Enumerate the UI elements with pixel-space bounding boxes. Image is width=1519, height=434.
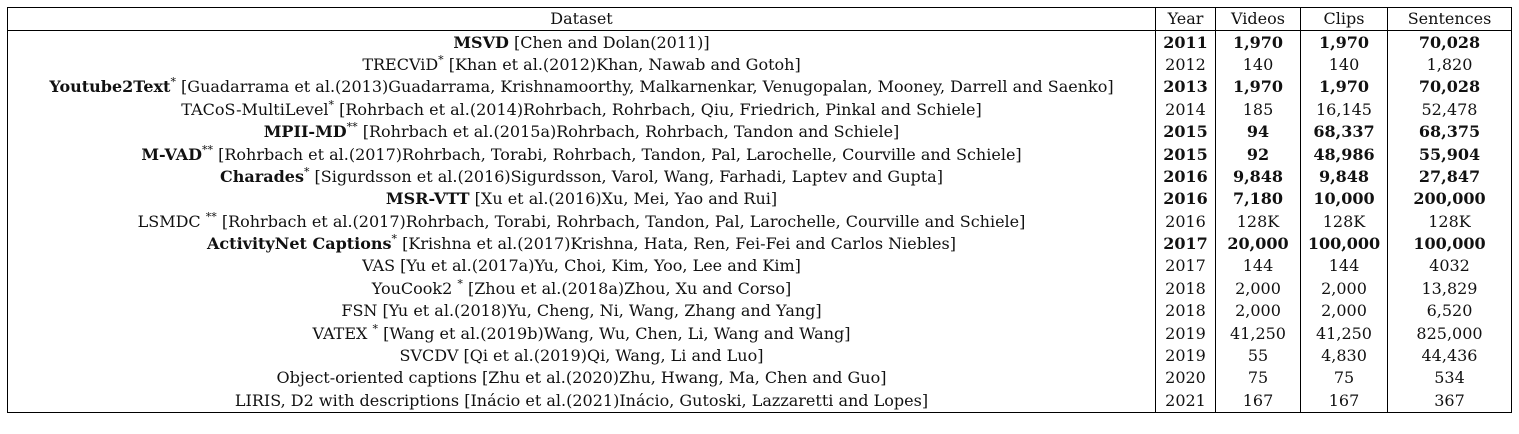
videos-cell: 167 [1216,390,1301,413]
dataset-reference: [Guadarrama et al.(2013)Guadarrama, Krishnamoorthy, Malkarnenkar, Venugopalan, Mooney, Darrell and Saenko] [175,77,1114,97]
videos-cell: 92 [1216,143,1301,165]
sentences-cell: 367 [1388,390,1512,413]
year-cell: 2019 [1156,322,1216,344]
header-videos: Videos [1216,8,1301,31]
year-cell: 2011 [1156,31,1216,54]
table-row [8,390,1512,413]
dataset-cell [8,300,1156,322]
videos-cell: 2,000 [1216,278,1301,300]
dataset-cell [8,278,1156,300]
sentences-cell: 27,847 [1388,166,1512,188]
header-clips: Clips [1301,8,1388,31]
dataset-cell [8,31,1156,54]
sentences-cell: 6,520 [1388,300,1512,322]
dataset-reference: [Chen and Dolan(2011)] [508,32,710,52]
videos-cell: 9,848 [1216,166,1301,188]
videos-cell: 75 [1216,367,1301,389]
dataset-name: SVCDV [399,346,459,366]
dataset-name: Object-oriented captions [276,368,477,388]
annotation-mark: * [372,322,378,336]
table-row [8,345,1512,367]
dataset-reference: [Yu et al.(2018)Yu, Cheng, Ni, Wang, Zhang and Yang] [377,301,822,321]
table-row [8,143,1512,165]
dataset-cell [8,188,1156,210]
videos-cell: 7,180 [1216,188,1301,210]
table-body [8,31,1512,413]
clips-cell: 2,000 [1301,278,1388,300]
dataset-reference: [Wang et al.(2019b)Wang, Wu, Chen, Li, Wang and Wang] [377,323,851,343]
table-row [8,367,1512,389]
dataset-cell [8,99,1156,121]
dataset-name: YouCook2 [371,278,458,298]
dataset-cell [8,143,1156,165]
clips-cell: 48,986 [1301,143,1388,165]
dataset-table [7,7,1512,413]
table-row [8,322,1512,344]
year-cell: 2013 [1156,76,1216,98]
dataset-cell [8,211,1156,233]
dataset-cell [8,54,1156,76]
videos-cell: 55 [1216,345,1301,367]
dataset-name: TACoS-MultiLevel [181,99,329,119]
dataset-reference: [Khan et al.(2012)Khan, Nawab and Gotoh] [443,54,801,74]
dataset-reference: [Xu et al.(2016)Xu, Mei, Yao and Rui] [469,189,778,209]
year-cell: 2016 [1156,166,1216,188]
videos-cell: 41,250 [1216,322,1301,344]
videos-cell: 94 [1216,121,1301,143]
year-cell: 2017 [1156,255,1216,277]
sentences-cell: 68,375 [1388,121,1512,143]
videos-cell: 144 [1216,255,1301,277]
dataset-name: MPII-MD [263,122,347,142]
table-row [8,255,1512,277]
table-row [8,99,1512,121]
sentences-cell: 52,478 [1388,99,1512,121]
dataset-name: MSVD [453,32,509,52]
annotation-mark: * [457,277,463,291]
header-row [8,8,1512,31]
dataset-cell [8,367,1156,389]
sentences-cell: 55,904 [1388,143,1512,165]
dataset-name: MSR-VTT [385,189,470,209]
sentences-cell: 825,000 [1388,322,1512,344]
annotation-mark: ** [346,120,358,134]
videos-cell: 20,000 [1216,233,1301,255]
clips-cell: 100,000 [1301,233,1388,255]
dataset-cell [8,345,1156,367]
header-year: Year [1156,8,1216,31]
table-row [8,188,1512,210]
clips-cell: 140 [1301,54,1388,76]
header-sentences: Sentences [1388,8,1512,31]
sentences-cell: 1,820 [1388,54,1512,76]
dataset-cell [8,233,1156,255]
dataset-name: VAS [362,256,396,276]
dataset-cell [8,322,1156,344]
sentences-cell: 100,000 [1388,233,1512,255]
table-row [8,76,1512,98]
annotation-mark: ** [202,143,213,157]
year-cell: 2019 [1156,345,1216,367]
year-cell: 2017 [1156,233,1216,255]
sentences-cell: 4032 [1388,255,1512,277]
dataset-table-container [7,7,1512,413]
dataset-reference: [Inácio et al.(2021)Inácio, Gutoski, Lazzaretti and Lopes] [459,390,929,410]
dataset-name: LIRIS, D2 with descriptions [234,390,460,410]
year-cell: 2020 [1156,367,1216,389]
annotation-mark: * [303,165,310,179]
annotation-mark: * [170,76,176,90]
dataset-reference: [Rohrbach et al.(2017)Rohrbach, Torabi, Rohrbach, Tandon, Pal, Larochelle, Courville and Schiele] [213,144,1022,164]
clips-cell: 10,000 [1301,188,1388,210]
clips-cell: 167 [1301,390,1388,413]
table-row [8,233,1512,255]
year-cell: 2014 [1156,99,1216,121]
table-row [8,121,1512,143]
clips-cell: 41,250 [1301,322,1388,344]
dataset-cell [8,166,1156,188]
videos-cell: 2,000 [1216,300,1301,322]
table-row [8,166,1512,188]
sentences-cell: 70,028 [1388,76,1512,98]
videos-cell: 1,970 [1216,76,1301,98]
table-row [8,211,1512,233]
year-cell: 2012 [1156,54,1216,76]
dataset-name: VATEX [312,323,373,343]
clips-cell: 16,145 [1301,99,1388,121]
sentences-cell: 44,436 [1388,345,1512,367]
annotation-mark: * [328,98,335,112]
dataset-reference: [Krishna et al.(2017)Krishna, Hata, Ren, Fei-Fei and Carlos Niebles] [397,234,956,254]
dataset-reference: [Zhu et al.(2020)Zhu, Hwang, Ma, Chen and Guo] [476,368,887,388]
clips-cell: 1,970 [1301,31,1388,54]
sentences-cell: 200,000 [1388,188,1512,210]
dataset-reference: [Rohrbach et al.(2017)Rohrbach, Torabi, Rohrbach, Tandon, Pal, Larochelle, Courville and Schiele] [216,211,1026,231]
videos-cell: 140 [1216,54,1301,76]
year-cell: 2018 [1156,278,1216,300]
dataset-name: TRECViD [362,54,439,74]
dataset-cell [8,390,1156,413]
sentences-cell: 534 [1388,367,1512,389]
annotation-mark: * [391,232,398,246]
clips-cell: 68,337 [1301,121,1388,143]
annotation-mark: ** [205,210,217,224]
table-row [8,54,1512,76]
dataset-reference: [Rohrbach et al.(2015a)Rohrbach, Rohrbach, Tandon and Schiele] [357,122,900,142]
dataset-cell [8,121,1156,143]
year-cell: 2018 [1156,300,1216,322]
clips-cell: 4,830 [1301,345,1388,367]
table-row [8,300,1512,322]
dataset-cell [8,76,1156,98]
sentences-cell: 128K [1388,211,1512,233]
clips-cell: 144 [1301,255,1388,277]
header-dataset: Dataset [8,8,1156,31]
dataset-reference: [Rohrbach et al.(2014)Rohrbach, Rohrbach, Qiu, Friedrich, Pinkal and Schiele] [334,99,982,119]
clips-cell: 1,970 [1301,76,1388,98]
sentences-cell: 13,829 [1388,278,1512,300]
videos-cell: 128K [1216,211,1301,233]
dataset-name: Youtube2Text [49,77,171,97]
dataset-reference: [Qi et al.(2019)Qi, Wang, Li and Luo] [458,346,764,366]
table-row [8,31,1512,54]
dataset-cell [8,255,1156,277]
year-cell: 2016 [1156,211,1216,233]
dataset-name: Charades [220,166,304,186]
clips-cell: 75 [1301,367,1388,389]
dataset-name: FSN [341,301,378,321]
year-cell: 2015 [1156,143,1216,165]
dataset-name: M-VAD [141,144,202,164]
dataset-name: ActivityNet Captions [207,234,392,254]
dataset-reference: [Zhou et al.(2018a)Zhou, Xu and Corso] [462,278,792,298]
annotation-mark: * [438,53,444,67]
dataset-name: LSMDC [137,211,206,231]
year-cell: 2021 [1156,390,1216,413]
clips-cell: 128K [1301,211,1388,233]
dataset-reference: [Yu et al.(2017a)Yu, Choi, Kim, Yoo, Lee and Kim] [395,256,801,276]
videos-cell: 185 [1216,99,1301,121]
year-cell: 2016 [1156,188,1216,210]
year-cell: 2015 [1156,121,1216,143]
clips-cell: 2,000 [1301,300,1388,322]
sentences-cell: 70,028 [1388,31,1512,54]
dataset-reference: [Sigurdsson et al.(2016)Sigurdsson, Varol, Wang, Farhadi, Laptev and Gupta] [309,166,943,186]
table-row [8,278,1512,300]
videos-cell: 1,970 [1216,31,1301,54]
clips-cell: 9,848 [1301,166,1388,188]
